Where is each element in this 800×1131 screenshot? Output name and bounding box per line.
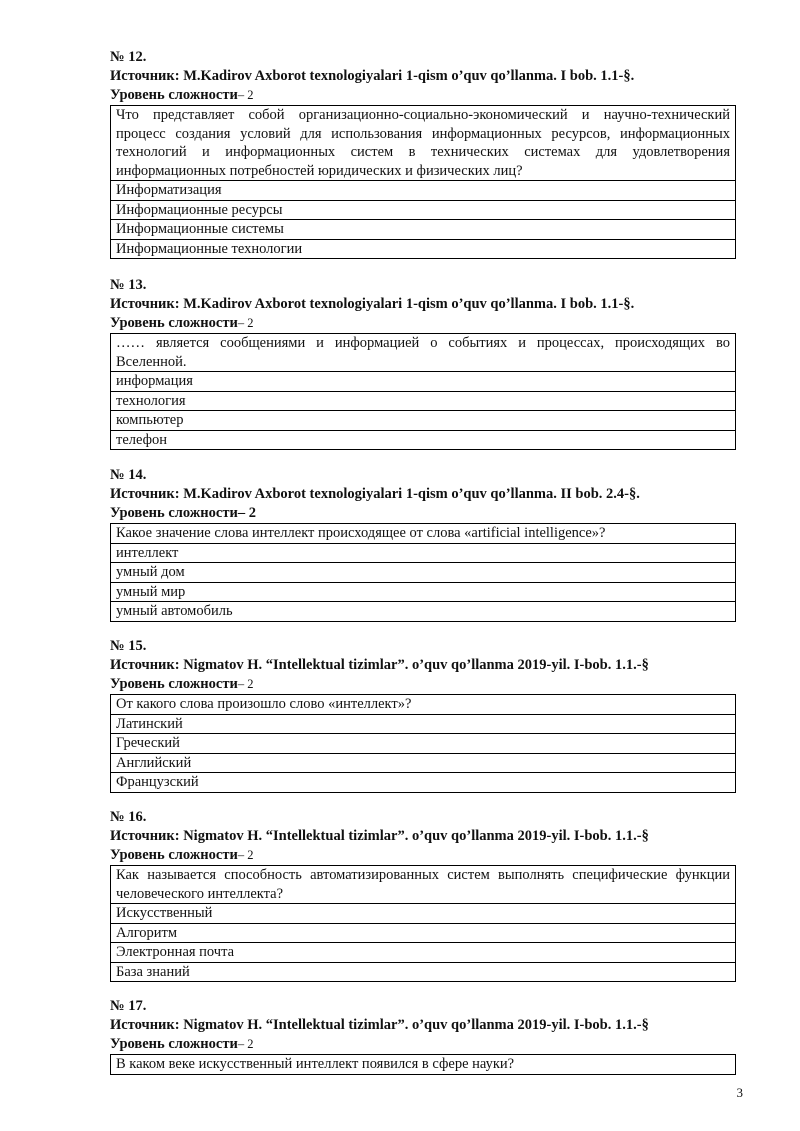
answer-option: технология [111, 391, 736, 411]
answer-option: Информационные технологии [111, 239, 736, 259]
difficulty-line [110, 86, 736, 105]
question-text: Как называется способность автоматизированных систем выполнять специфические функции человеческого интеллекта? [111, 866, 736, 904]
answer-option: Информатизация [111, 181, 736, 201]
question-number: № 15. [110, 638, 147, 654]
question-source: Источник: Nigmatov H. “Intellektual tizimlar”. o’quv qo’llanma 2019-yil. I-bob. 1.1.-§ [110, 828, 649, 844]
difficulty-value: – 2 [237, 677, 254, 691]
answer-option: умный дом [111, 563, 736, 583]
question-text: Что представляет собой организационно-социально-экономический и научно-технический процесс создания условий для использования информационных ресурсов, информационных технологий и информационных систем в технических системах для удовлетворения информационных потребностей юридических и физических лиц? [111, 106, 736, 181]
answer-option: Английский [111, 753, 736, 773]
difficulty-line [110, 846, 736, 865]
difficulty-value: – 2 [237, 1037, 254, 1051]
page-number: 3 [736, 1085, 743, 1100]
difficulty-label: Уровень сложности [110, 87, 238, 103]
question-source: Источник: M.Kadirov Axborot texnologiyalari 1-qism o’quv qo’llanma. I bob. 1.1-§. [110, 68, 635, 84]
difficulty-label: Уровень сложности [110, 1036, 238, 1052]
question-text: От какого слова произошло слово «интеллект»? [111, 695, 736, 715]
answer-option: База знаний [111, 962, 736, 982]
difficulty-line [110, 675, 736, 694]
difficulty-line [110, 504, 736, 523]
question-source: Источник: M.Kadirov Axborot texnologiyalari 1-qism o’quv qo’llanma. II bob. 2.4-§. [110, 486, 640, 502]
question-block-13 [110, 276, 736, 450]
answer-option: Информационные ресурсы [111, 200, 736, 220]
question-block-14 [110, 466, 736, 622]
question-number: № 13. [110, 277, 147, 293]
question-source: Источник: Nigmatov H. “Intellektual tizimlar”. o’quv qo’llanma 2019-yil. I-bob. 1.1.-§ [110, 1017, 649, 1033]
difficulty-label: Уровень сложности [110, 676, 238, 692]
difficulty-label: Уровень сложности [110, 847, 238, 863]
question-number: № 16. [110, 809, 147, 825]
difficulty-label: Уровень сложности [110, 315, 238, 331]
question-text: В каком веке искусственный интеллект появился в сфере науки? [111, 1055, 736, 1075]
answer-option: Французский [111, 773, 736, 793]
question-source: Источник: M.Kadirov Axborot texnologiyalari 1-qism o’quv qo’llanma. I bob. 1.1-§. [110, 296, 635, 312]
difficulty-value: – 2 [237, 505, 256, 521]
question-table [110, 105, 736, 259]
difficulty-line [110, 1035, 736, 1054]
answer-option: Греческий [111, 734, 736, 754]
question-table [110, 523, 736, 622]
answer-option: компьютер [111, 411, 736, 431]
answer-option: Искусственный [111, 904, 736, 924]
question-text: …… является сообщениями и информацией о событиях и процессах, происходящих во Вселенной. [111, 334, 736, 372]
question-source: Источник: Nigmatov H. “Intellektual tizimlar”. o’quv qo’llanma 2019-yil. I-bob. 1.1.-§ [110, 657, 649, 673]
question-table [110, 1054, 736, 1075]
answer-option: Электронная почта [111, 943, 736, 963]
answer-option: Латинский [111, 714, 736, 734]
question-number: № 12. [110, 49, 147, 65]
difficulty-value: – 2 [237, 848, 254, 862]
difficulty-value: – 2 [237, 316, 254, 330]
question-block-12 [110, 48, 736, 259]
question-table [110, 333, 736, 450]
difficulty-line [110, 314, 736, 333]
question-text: Какое значение слова интеллект происходящее от слова «artificial intelligence»? [111, 524, 736, 544]
question-block-16 [110, 808, 736, 982]
question-number: № 14. [110, 467, 147, 483]
difficulty-label: Уровень сложности [110, 505, 238, 521]
answer-option: умный мир [111, 582, 736, 602]
difficulty-value: – 2 [237, 88, 254, 102]
answer-option: интеллект [111, 543, 736, 563]
question-block-17 [110, 997, 736, 1075]
answer-option: телефон [111, 430, 736, 450]
answer-option: информация [111, 372, 736, 392]
question-table [110, 694, 736, 793]
question-block-15 [110, 637, 736, 793]
question-number: № 17. [110, 998, 147, 1014]
question-table [110, 865, 736, 982]
answer-option: Информационные системы [111, 220, 736, 240]
answer-option: Алгоритм [111, 923, 736, 943]
answer-option: умный автомобиль [111, 602, 736, 622]
